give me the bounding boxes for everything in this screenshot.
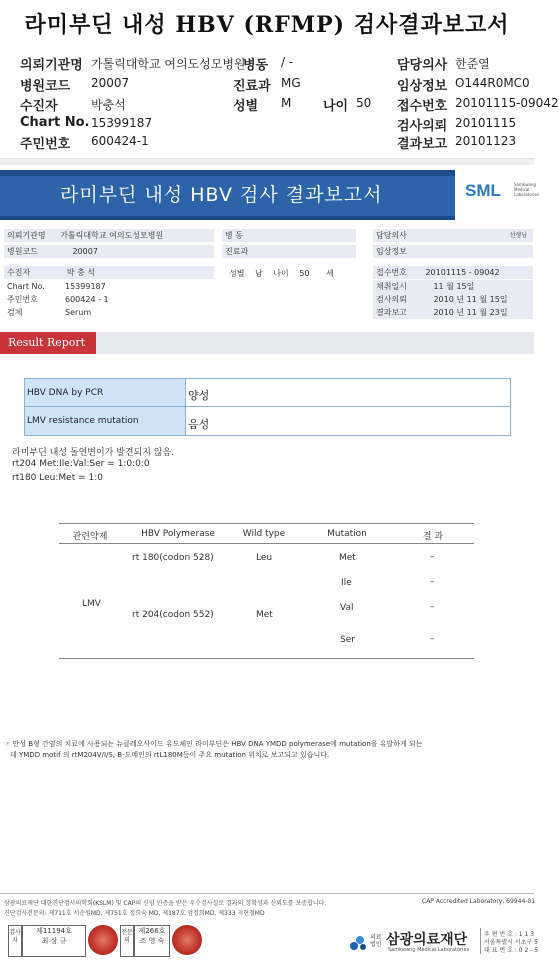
- form-value-specimen: Serum: [65, 308, 92, 317]
- result-value-2: 음성: [188, 418, 210, 431]
- table-row-2-result: –: [430, 577, 435, 587]
- seal-1-side: 검사자: [8, 925, 22, 957]
- note-line-1: 라미부딘 내성 돌연변이가 발견되지 않음.: [12, 448, 175, 458]
- label-age: 나이: [323, 99, 349, 114]
- org-addr-3: 대 표 번 호 : 0 2 - 5: [484, 947, 539, 954]
- value-dept: MG: [281, 76, 301, 90]
- form-doctor-suffix: 선생님: [509, 232, 527, 239]
- org-name: 삼광의료재단: [386, 932, 468, 948]
- org-addr-2: 서울특별시 서초구 5: [484, 939, 539, 946]
- note-line-3: rt180 Leu:Met = 1:0: [12, 473, 103, 483]
- org-prefix: 의료법인: [370, 934, 382, 948]
- label-rrn: 주민번호: [20, 137, 71, 152]
- comment-line-1: ☞ 만성 B형 간염의 치료에 사용되는 뉴클레오사이드 유도체인 라미부딘은 HBV DNA YMDD polymerase에 mutation을 유발하게 되는: [4, 740, 423, 748]
- form-row-request: [373, 293, 533, 306]
- form-value-institution: 가톨릭대학교 여의도성모병원: [60, 231, 164, 240]
- seal-2-side: 전문의: [120, 925, 134, 957]
- footer-line-1: 삼광의료재단 대한진단검사의학회(KSLM) 및 CAP의 신임 인증을 받은 우수검사실로 결과의 정확성과 신뢰도를 보증합니다.: [4, 900, 327, 907]
- value-doctor: 한준열: [455, 57, 490, 71]
- table-header-drug: 관련약제: [72, 532, 108, 542]
- table-row-3-polymerase: rt 204(codon 552): [132, 610, 214, 620]
- table-row-1-polymerase: rt 180(codon 528): [132, 553, 214, 563]
- value-request: 20101115: [455, 116, 517, 130]
- result-row-divider: [186, 406, 510, 407]
- table-header-mutation: Mutation: [327, 529, 367, 539]
- value-hospital-code: 20007: [91, 76, 130, 90]
- label-dept: 진료과: [233, 79, 271, 94]
- form-label-specimen: 검체: [7, 308, 23, 317]
- form-row-institution: [4, 229, 214, 242]
- note-line-2: rt204 Met:Ile:Val:Ser = 1:0:0:0: [12, 459, 150, 469]
- form-row-sex-age: [229, 268, 334, 279]
- result-test-1: HBV DNA by PCR: [25, 379, 185, 407]
- value-reg-no: 20101115-09042: [455, 96, 559, 110]
- seal-1-name: 최 삼 규: [41, 937, 67, 945]
- org-addr-1: 우 편 번 호 : 1 1 3: [484, 931, 535, 938]
- form-value-chart: 15399187: [65, 282, 106, 291]
- form-label-sex: 성별: [229, 269, 245, 278]
- org-name-en: Samkwang Medical Laboratories: [388, 947, 470, 953]
- form-row-collect: [373, 280, 533, 293]
- form-value-patient: 박 충 석: [66, 268, 96, 277]
- table-row-3-mutation: Val: [340, 603, 354, 613]
- form-value-reg: 20101115 - 09042: [425, 268, 500, 277]
- table-row-3-wild: Met: [256, 610, 273, 620]
- value-clinical-info: O144R0MC0: [455, 76, 530, 90]
- seal-1: [22, 925, 86, 957]
- form-value-rrn: 600424 - 1: [65, 295, 109, 304]
- seal-2-no: 제266호: [138, 927, 166, 935]
- form-row-reg: [373, 266, 533, 279]
- value-sex: M: [281, 96, 292, 110]
- form-label-code: 병원코드: [7, 247, 38, 256]
- form-label-request: 검사의뢰: [376, 295, 407, 304]
- label-reg-no: 접수번호: [397, 99, 448, 114]
- result-test-2: LMV resistance mutation: [25, 407, 185, 435]
- table-drug: LMV: [82, 599, 101, 609]
- form-label-dept: 진료과: [222, 245, 356, 258]
- seal-1-no: 제11194호: [36, 927, 72, 935]
- form-age-unit: 세: [326, 269, 334, 278]
- value-ward: / -: [281, 55, 294, 69]
- form-label-collect: 채취일시: [376, 282, 407, 291]
- form-row-report: [373, 306, 533, 319]
- result-value-1: 양성: [188, 389, 210, 402]
- table-top-line: [59, 523, 474, 524]
- page-separator: [0, 158, 534, 165]
- org-divider: [480, 928, 481, 954]
- form-value-age: 50: [299, 269, 310, 278]
- table-header-line: [59, 543, 474, 544]
- org-logo-icon: [348, 932, 368, 952]
- footer-divider: [0, 893, 534, 894]
- table-row-4-mutation: Ser: [340, 635, 355, 645]
- form-label-chart: Chart No.: [7, 282, 45, 291]
- label-report: 결과보고: [397, 137, 448, 152]
- value-rrn: 600424-1: [91, 134, 149, 148]
- label-clinical-info: 임상정보: [397, 79, 448, 94]
- label-patient: 수진자: [20, 99, 58, 114]
- form-label-rrn: 주민번호: [7, 295, 38, 304]
- form-row-code: [4, 245, 214, 258]
- table-row-1-mutation: Met: [339, 553, 356, 563]
- form-label-age: 나이: [273, 269, 289, 278]
- seal-2-name: 조 영 숙: [139, 937, 165, 945]
- table-header-result: 결 과: [422, 532, 444, 542]
- label-institution: 의뢰기관명: [20, 58, 83, 73]
- form-label-clinical: 임상정보: [373, 245, 533, 258]
- form-value-request: 2010 년 11 월 15일: [433, 295, 508, 304]
- label-doctor: 담당의사: [397, 58, 448, 73]
- result-report-tab: Result Report: [0, 332, 96, 354]
- form-label-institution: 의뢰기관명: [7, 231, 46, 240]
- form-row-patient: [4, 266, 214, 279]
- form-value-sex: 남: [255, 269, 263, 278]
- table-header-polymerase: HBV Polymerase: [141, 529, 215, 539]
- value-report: 20101123: [455, 134, 517, 148]
- label-sex: 성별: [233, 99, 259, 114]
- label-request: 검사의뢰: [397, 119, 448, 134]
- form-value-collect: 11 월 15일: [433, 282, 475, 291]
- table-row-4-result: –: [430, 634, 435, 644]
- value-patient: 박충석: [91, 98, 126, 112]
- sml-logo-subtitle: Samkwang Medical Laboratories: [514, 182, 540, 197]
- banner-title: 라미부딘 내성 HBV 검사 결과보고서: [60, 184, 383, 206]
- form-label-ward: 병 동: [222, 229, 356, 242]
- stamp-1: [88, 925, 118, 955]
- value-age: 50: [356, 96, 372, 110]
- form-label-report: 결과보고: [376, 308, 407, 317]
- result-divider: [185, 379, 186, 435]
- table-row-3-result: –: [430, 602, 435, 612]
- table-row-1-result: –: [430, 552, 435, 562]
- form-value-report: 2010 년 11 월 23일: [433, 308, 508, 317]
- seal-2: [134, 925, 170, 957]
- footer-line-2: 진단검사전문의: 제711호 서순원MD, 제751호 정희숙 MD, 제187호 엄정희MD, 제333 지현철MD: [4, 910, 265, 917]
- form-value-code: 20007: [72, 247, 98, 256]
- table-row-2-mutation: Ile: [341, 578, 352, 588]
- label-hospital-code: 병원코드: [20, 79, 71, 94]
- form-label-doctor: 담당의사: [376, 231, 407, 240]
- sml-logo: SML: [465, 181, 501, 200]
- label-chart-no: Chart No.: [20, 115, 90, 130]
- label-ward: 병동: [243, 58, 269, 73]
- form-label-patient: 수진자: [7, 268, 31, 277]
- table-header-wild: Wild type: [242, 529, 286, 539]
- footer-cap: CAP Accredited Laboratory, 69944-01: [422, 898, 536, 905]
- table-bottom-line: [59, 658, 474, 659]
- form-label-reg: 접수번호: [376, 268, 407, 277]
- value-chart-no: 15399187: [91, 116, 153, 130]
- form-row-doctor: [373, 229, 533, 242]
- table-row-1-wild: Leu: [256, 553, 273, 563]
- comment-line-2: 데 YMDD motif 의 rtM204V/I/S, B-도메인의 rtL180M등이 주요 mutation 위치로 보고되고 있습니다.: [10, 751, 330, 759]
- stamp-2: [172, 925, 202, 955]
- value-institution: 가톨릭대학교 여의도성모병원: [91, 57, 246, 71]
- document-title: 라미부딘 내성 HBV (RFMP) 검사결과보고서: [24, 12, 510, 38]
